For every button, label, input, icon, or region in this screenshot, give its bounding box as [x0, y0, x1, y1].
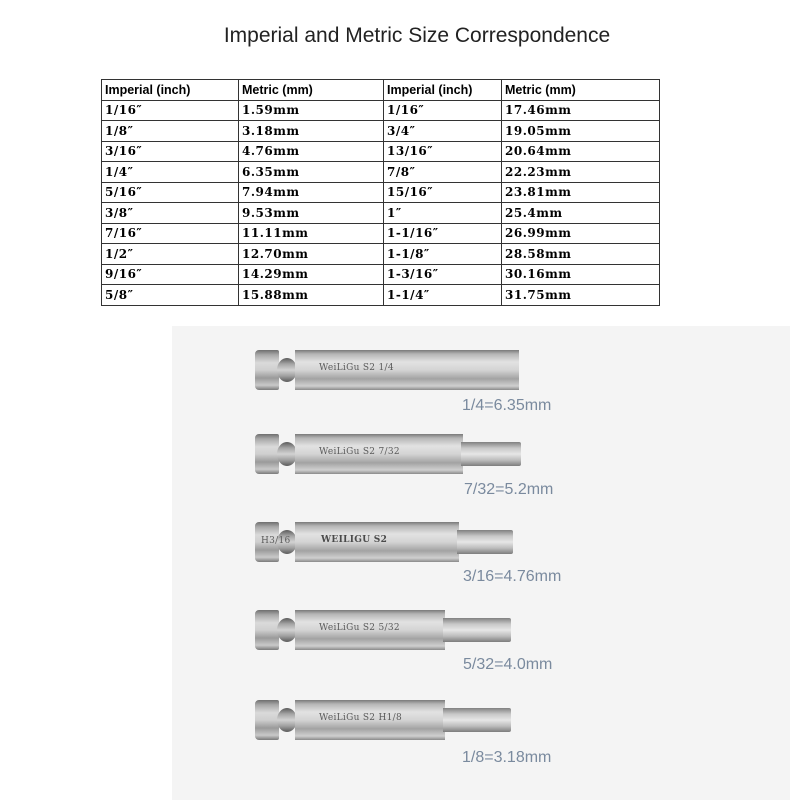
bit-marking: WEILIGU S2: [321, 535, 388, 545]
cell-metric: 15.88mm: [239, 285, 384, 306]
cell-imperial: 1/8″: [102, 121, 239, 142]
page-title: Imperial and Metric Size Correspondence: [223, 24, 611, 47]
cell-metric: 12.70mm: [239, 244, 384, 265]
cell-imperial: 1/2″: [102, 244, 239, 265]
cell-imperial: 5/8″: [102, 285, 239, 306]
bit-size-label: 3/16=4.76mm: [463, 568, 562, 585]
bit-size-label: 1/4=6.35mm: [462, 397, 552, 414]
bit-marking: WeiLiGu S2 5/32: [319, 623, 400, 633]
header-metric-1: Metric (mm): [239, 80, 384, 101]
cell-metric: 22.23mm: [502, 162, 660, 183]
cell-metric: 19.05mm: [502, 121, 660, 142]
bit-hex-shank: [255, 434, 279, 474]
hex-bit-3: [255, 518, 513, 566]
cell-imperial: 1/16″: [102, 100, 239, 121]
hex-bit-1: [255, 346, 519, 394]
table-header-row: [102, 80, 660, 101]
bit-marking: WeiLiGu S2 7/32: [319, 447, 400, 457]
table-row: [102, 285, 660, 306]
cell-imperial: 3/16″: [102, 141, 239, 162]
cell-imperial: 7/16″: [102, 223, 239, 244]
bit-size-label: 5/32=4.0mm: [463, 656, 553, 673]
cell-imperial: 3/4″: [384, 121, 502, 142]
cell-imperial: 5/16″: [102, 182, 239, 203]
bit-tip: [457, 530, 513, 554]
cell-metric: 14.29mm: [239, 264, 384, 285]
header-metric-2: Metric (mm): [502, 80, 660, 101]
cell-metric: 4.76mm: [239, 141, 384, 162]
size-correspondence-table: [101, 79, 660, 306]
cell-imperial: 9/16″: [102, 264, 239, 285]
bit-marking: WeiLiGu S2 1/4: [319, 363, 394, 373]
table-row: [102, 162, 660, 183]
cell-imperial: 1/4″: [102, 162, 239, 183]
cell-metric: 9.53mm: [239, 203, 384, 224]
cell-metric: 7.94mm: [239, 182, 384, 203]
table-row: [102, 141, 660, 162]
bit-tip: [443, 618, 511, 642]
cell-metric: 23.81mm: [502, 182, 660, 203]
bit-hex-shank: [255, 350, 279, 390]
cell-imperial: 1/16″: [384, 100, 502, 121]
cell-metric: 20.64mm: [502, 141, 660, 162]
cell-imperial: 7/8″: [384, 162, 502, 183]
hex-bit-4: [255, 606, 511, 654]
bit-hex-shank: [255, 610, 279, 650]
bit-tip: [443, 708, 511, 732]
bit-hex-shank: [255, 700, 279, 740]
bit-neck: [277, 708, 297, 732]
bit-tip: [461, 442, 521, 466]
cell-imperial: 1-1/16″: [384, 223, 502, 244]
table-row: [102, 182, 660, 203]
cell-imperial: 1-3/16″: [384, 264, 502, 285]
bit-neck: [277, 442, 297, 466]
cell-metric: 25.4mm: [502, 203, 660, 224]
cell-metric: 30.16mm: [502, 264, 660, 285]
cell-imperial: 3/8″: [102, 203, 239, 224]
cell-metric: 26.99mm: [502, 223, 660, 244]
cell-imperial: 1″: [384, 203, 502, 224]
cell-metric: 28.58mm: [502, 244, 660, 265]
cell-imperial: 15/16″: [384, 182, 502, 203]
bit-size-label: 1/8=3.18mm: [462, 749, 552, 766]
cell-metric: 3.18mm: [239, 121, 384, 142]
bit-size-label: 7/32=5.2mm: [464, 481, 554, 498]
table-row: [102, 203, 660, 224]
header-imperial-1: Imperial (inch): [102, 80, 239, 101]
cell-metric: 6.35mm: [239, 162, 384, 183]
table-row: [102, 264, 660, 285]
cell-imperial: 13/16″: [384, 141, 502, 162]
hex-bit-2: [255, 430, 521, 478]
bit-marking: H3/16: [261, 536, 291, 546]
table-row: [102, 121, 660, 142]
bit-marking: WeiLiGu S2 H1/8: [319, 713, 403, 723]
table-row: [102, 244, 660, 265]
table-row: [102, 100, 660, 121]
bit-neck: [277, 618, 297, 642]
table-row: [102, 223, 660, 244]
cell-imperial: 1-1/4″: [384, 285, 502, 306]
header-imperial-2: Imperial (inch): [384, 80, 502, 101]
cell-imperial: 1-1/8″: [384, 244, 502, 265]
hex-bit-5: [255, 696, 511, 744]
cell-metric: 31.75mm: [502, 285, 660, 306]
cell-metric: 11.11mm: [239, 223, 384, 244]
cell-metric: 1.59mm: [239, 100, 384, 121]
cell-metric: 17.46mm: [502, 100, 660, 121]
bit-neck: [277, 358, 297, 382]
